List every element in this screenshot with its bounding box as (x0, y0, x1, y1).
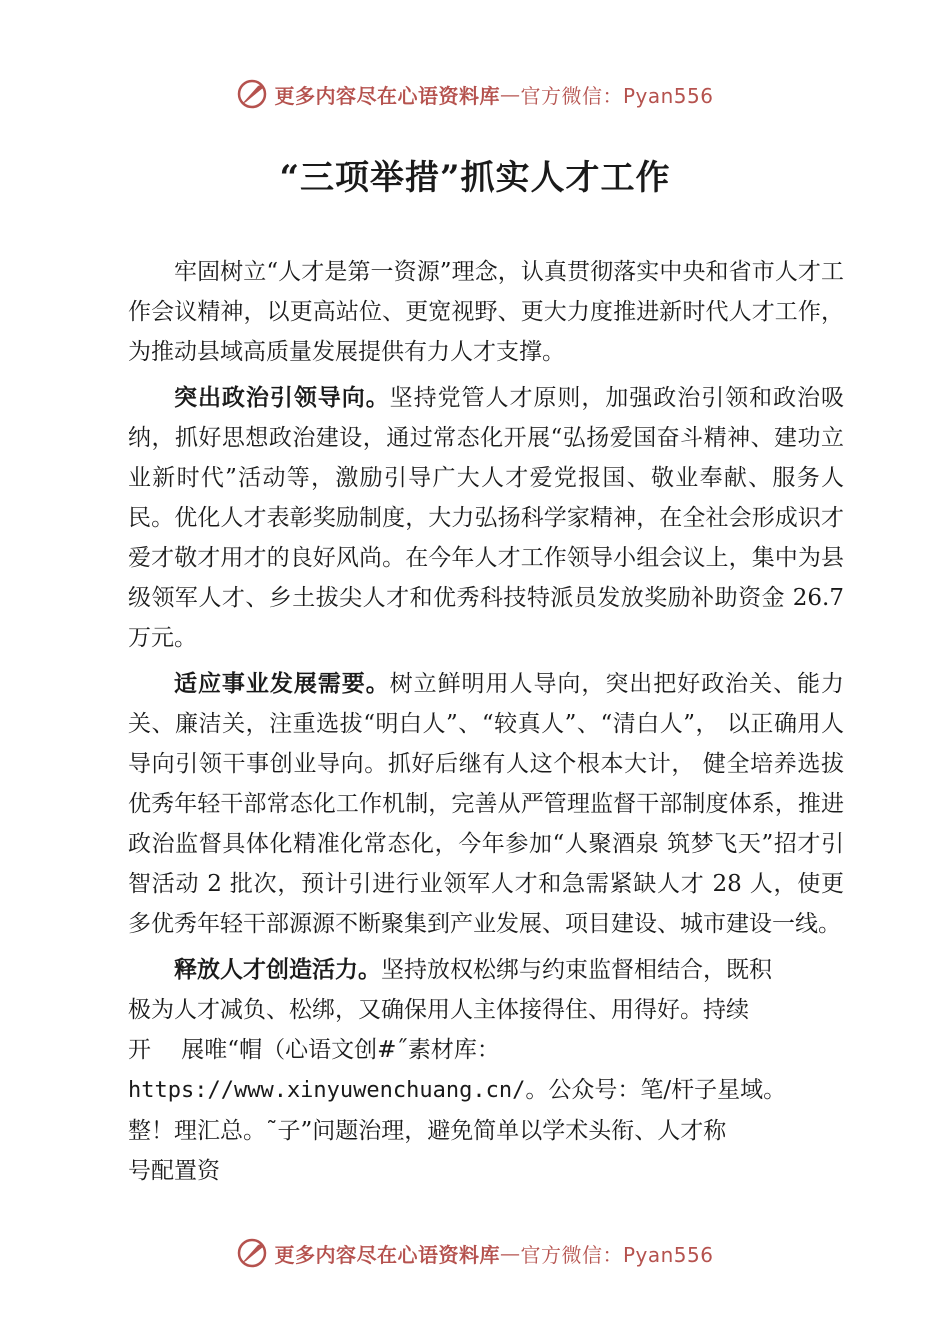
section-3-line-1 (128, 950, 844, 990)
section-lead-2: 适应事业发展需要。 (174, 671, 390, 697)
watermark-text: 更多内容尽在心语资料库 (274, 83, 500, 108)
section-3-line-1-text: 坚持放权松绑与约束监督相结合，既积 (381, 957, 772, 983)
section-text-2: 树立鲜明用人导向，突出把好政治关、能力关、廉洁关，注重选拔“明白人”、“较真人”、“清白人”， 以正确用人导向引领干事创业导向。抓好后继有人这个根本大计， 健全培养选拔优秀年轻干部常态化工作机制，完善从严管理监督干部制度体系，推进政治监督具体化精准化常态化，今年参加“人聚酒泉 筑梦飞天”招才引智活动 2 批次，预计引进行业领军人才和急需紧缺人才 28 人，使更多优秀年轻干部源源不断聚集到产业发展、项目建设、城市建设一线。 (128, 671, 845, 937)
watermark-separator: — (499, 1241, 521, 1265)
watermark-banner-top (0, 74, 950, 114)
section-lead-1: 突出政治引领导向。 (174, 385, 390, 411)
section-3-line-4 (128, 1070, 844, 1111)
watermark-separator: — (499, 82, 521, 106)
section-3-line-4-rest: 。公众号：笔/杆子星域。 (525, 1077, 787, 1103)
document-body (128, 252, 844, 1191)
section-lead-3: 释放人才创造活力。 (174, 957, 381, 983)
section-3-line-3: 开 展唯“帽（心语文创#˝素材库： (128, 1037, 500, 1063)
intro-paragraph: 牢固树立“人才是第一资源”理念，认真贯彻落实中央和省市人才工作会议精神，以更高站位、更宽视野、更大力度推进新时代人才工作，为推动县域高质量发展提供有力人才支撑。 (128, 259, 844, 365)
feather-logo-icon (236, 78, 268, 110)
watermark-wechat: 官方微信：Pyan556 (520, 83, 714, 108)
page-title: “三项举措”抓实人才工作 (279, 158, 671, 198)
feather-logo-icon (236, 1237, 268, 1269)
section-3-line-5: 整！理汇总。˜子”问题治理，避免简单以学术头衔、人才称 (128, 1118, 727, 1144)
source-url-link[interactable]: https://www.xinyuwenchuang.cn/ (128, 1078, 526, 1103)
watermark-text: 更多内容尽在心语资料库 (274, 1242, 500, 1267)
section-3-line-2: 极为人才减负、松绑，又确保用人主体接得住、用得好。持续 (128, 997, 749, 1023)
section-text-1: 坚持党管人才原则，加强政治引领和政治吸纳，抓好思想政治建设，通过常态化开展“弘扬爱国奋斗精神、建功立业新时代”活动等，激励引导广大人才爱党报国、敬业奉献、服务人民。优化人才表彰奖励制度，大力弘扬科学家精神，在全社会形成识才爱才敬才用才的良好风尚。在今年人才工作领导小组会议上，集中为县级领军人才、乡土拔尖人才和优秀科技特派员发放奖励补助资金 26.7 万元。 (128, 385, 845, 651)
section-paragraph-1 (128, 378, 844, 658)
section-paragraph-3 (128, 950, 844, 1191)
watermark-wechat: 官方微信：Pyan556 (520, 1242, 714, 1267)
section-paragraph-2 (128, 664, 844, 944)
watermark-banner-bottom (0, 1233, 950, 1273)
section-3-line-6: 号配置资 (128, 1158, 220, 1184)
